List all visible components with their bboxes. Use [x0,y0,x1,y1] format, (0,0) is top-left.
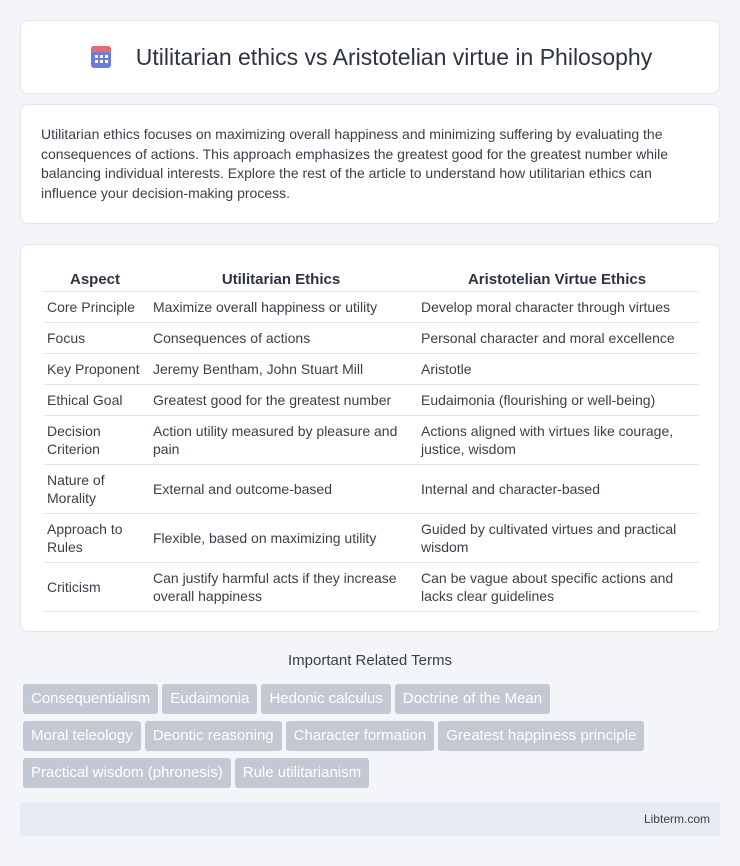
table-cell: Flexible, based on maximizing utility [147,514,415,563]
table-cell: Personal character and moral excellence [415,323,699,354]
table-cell: Criticism [43,563,147,612]
term-tag[interactable]: Hedonic calculus [261,684,390,714]
page-title: Utilitarian ethics vs Aristotelian virtue in Philosophy [135,43,653,70]
book-icon [88,44,114,70]
term-tag[interactable]: Deontic reasoning [145,721,282,751]
term-tag[interactable]: Doctrine of the Mean [395,684,550,714]
table-cell: Actions aligned with virtues like courage, justice, wisdom [415,416,699,465]
header-aristotelian: Aristotelian Virtue Ethics [415,265,699,292]
table-cell: Key Proponent [43,354,147,385]
table-row [43,514,699,563]
table-cell: External and outcome-based [147,465,415,514]
table-cell: Focus [43,323,147,354]
table-row [43,465,699,514]
footer-site-link[interactable]: Libterm.com [643,812,710,826]
table-row [43,385,699,416]
table-cell: Can be vague about specific actions and lacks clear guidelines [415,563,699,612]
table-row [43,416,699,465]
table-row [43,354,699,385]
term-tag[interactable]: Eudaimonia [162,684,257,714]
related-terms-list [23,684,723,795]
related-terms-title: Important Related Terms [288,652,452,669]
table-cell: Core Principle [43,292,147,323]
table-cell: Develop moral character through virtues [415,292,699,323]
comparison-table [43,265,699,612]
table-cell: Approach to Rules [43,514,147,563]
header-aspect: Aspect [43,265,147,292]
table-cell: Consequences of actions [147,323,415,354]
term-tag[interactable]: Rule utilitarianism [235,758,369,788]
table-cell: Ethical Goal [43,385,147,416]
table-cell: Guided by cultivated virtues and practical wisdom [415,514,699,563]
table-cell: Action utility measured by pleasure and pain [147,416,415,465]
title-card [20,20,720,94]
term-tag[interactable]: Greatest happiness principle [438,721,644,751]
header-utilitarian: Utilitarian Ethics [147,265,415,292]
table-cell: Eudaimonia (flourishing or well-being) [415,385,699,416]
table-cell: Can justify harmful acts if they increase overall happiness [147,563,415,612]
table-cell: Maximize overall happiness or utility [147,292,415,323]
term-tag[interactable]: Practical wisdom (phronesis) [23,758,231,788]
term-tag[interactable]: Character formation [286,721,435,751]
table-cell: Aristotle [415,354,699,385]
comparison-card [20,244,720,632]
table-cell: Decision Criterion [43,416,147,465]
term-tag[interactable]: Moral teleology [23,721,141,751]
table-cell: Internal and character-based [415,465,699,514]
intro-text: Utilitarian ethics focuses on maximizing overall happiness and minimizing suffering by evaluating the consequences of actions. This approach emphasizes the greatest good for the greatest number while balancing individual interests. Explore the rest of the article to understand how utilitarian ethics can influence your decision-making process. [41,126,669,201]
table-cell: Nature of Morality [43,465,147,514]
footer-bar [20,802,720,836]
intro-card [20,104,720,224]
term-tag[interactable]: Consequentialism [23,684,158,714]
table-row [43,323,699,354]
table-row [43,292,699,323]
table-cell: Greatest good for the greatest number [147,385,415,416]
table-row [43,563,699,612]
table-cell: Jeremy Bentham, John Stuart Mill [147,354,415,385]
